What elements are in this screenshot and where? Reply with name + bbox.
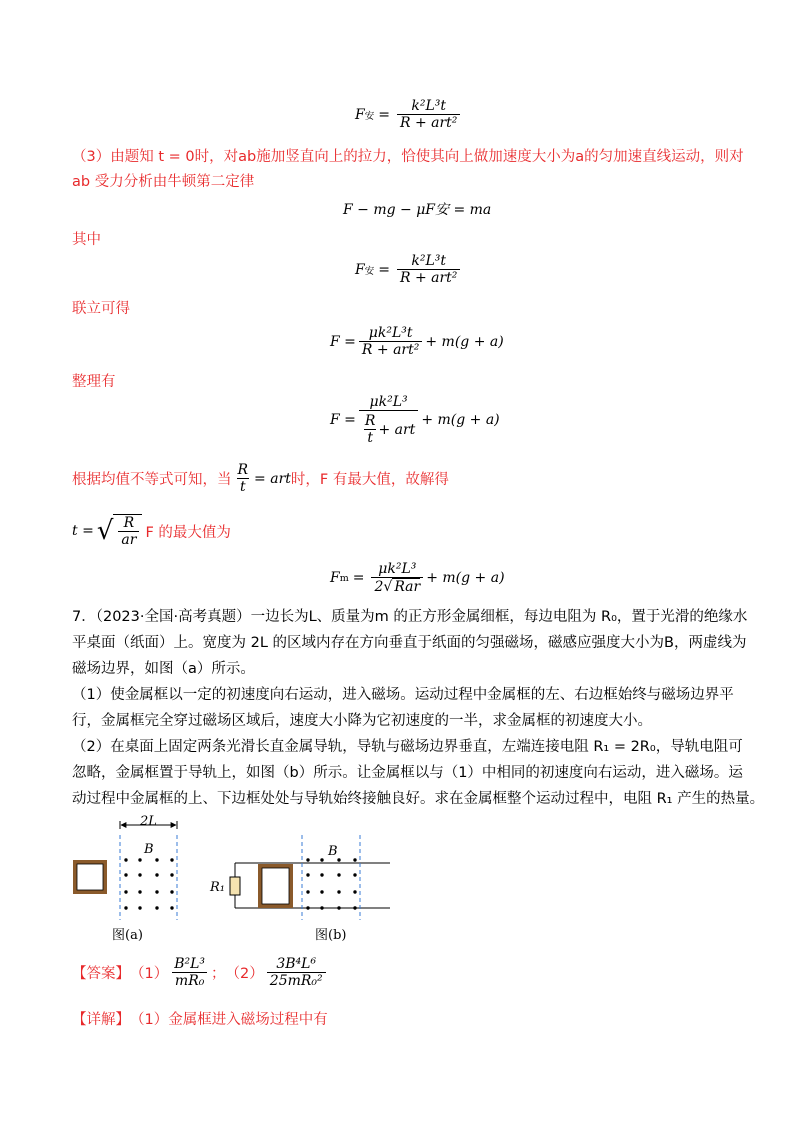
problem7-line4: （1）使金属框以一定的初速度向右运动，进入磁场。运动过程中金属框的左、右边框始终与磁场边界平 — [72, 687, 734, 703]
metal-frame-a — [75, 862, 105, 892]
caption-b: 图(b) — [315, 928, 347, 943]
equation-newton: F − mg − μF安 = ma — [343, 202, 492, 218]
field-label-b-a: B — [144, 842, 154, 857]
metal-frame-b — [260, 866, 291, 906]
equation-ampere-force: F 安 = $\frac{\text{k²L³t}}{\text{R + art²}}$ — [355, 98, 463, 132]
problem7-line2: 平桌面（纸面）上。宽度为 2L 的区域内存在方向垂直于纸面的匀强磁场，磁感应强度大小为B，两虚线为 — [72, 635, 747, 651]
part3-line1: （3）由题知 t = 0时，对ab施加竖直向上的拉力，恰使其向上做加速度大小为a的匀加速直线运动，则对 — [72, 149, 744, 165]
resistor-r1 — [230, 877, 240, 895]
field-dots-b — [306, 858, 356, 909]
problem7-line6: （2）在桌面上固定两条光滑长直金属导轨，导轨与磁场边界垂直，左端连接电阻 R₁ = 2R₀，导轨电阻可 — [72, 739, 743, 755]
figure-b — [209, 835, 390, 943]
answer-line: 【答案】 （1） $\frac{\text{B²L³}}{\text{mR₀}}$ ； （2） $\frac{\text{3B⁴L⁶}}{\text{25mR₀²}}$ — [72, 956, 329, 990]
problem7-line5: 行，金属框完全穿过磁场区域后，速度大小降为它初速度的一半，求金属框的初速度大小。 — [72, 713, 652, 729]
field-label-b-b: B — [328, 844, 338, 859]
equation-force-max: F m = μk²L³ 2 √ Rar + m(g + a) — [330, 561, 505, 596]
equation-force-rearranged: F = μk²L³ $\frac{R}{t}$ + art + m(g + a) — [330, 394, 500, 447]
caption-a: 图(a) — [112, 928, 143, 943]
equation-ampere-force-2: F 安 = $\frac{\text{k²L³t}}{\text{R + art²}}$ — [355, 253, 463, 287]
label-qizhong: 其中 — [72, 232, 101, 248]
problem7-line7: 忽略，金属框置于导轨上，如图（b）所示。让金属框以与（1）中相同的初速度向右运动，进入磁场。运 — [72, 765, 743, 781]
detail-line: 【详解】 （1）金属框进入磁场过程中有 — [72, 1006, 328, 1034]
field-dots-a — [124, 858, 173, 909]
resistor-label: R₁ — [210, 880, 225, 895]
figure-magnetic-field — [60, 815, 400, 950]
problem7-line3: 磁场边界，如图（a）所示。 — [72, 661, 255, 677]
inequality-line: 根据均值不等式可知，当 $\frac{R}{t}$ = art 时，F 有最大值，故解得 — [72, 462, 449, 496]
equation-force-combined: F = $\frac{\text{μk²L³t}}{\text{R + art²}}$ + m(g + a) — [330, 325, 504, 359]
problem7-line1: 7．（2023·全国·高考真题）一边长为L、质量为m 的正方形金属细框，每边电阻为 R₀，置于光滑的绝缘水 — [72, 609, 748, 625]
width-label-2L: 2L — [140, 815, 157, 829]
part3-line2: ab 受力分析由牛顿第二定律 — [72, 174, 255, 190]
t-solution-line: t = √ $\frac{R}{ar}$ F 的最大值为 — [72, 515, 231, 549]
detail-tag: 【详解】 — [72, 1012, 130, 1028]
figure-a — [75, 815, 177, 943]
label-lianli: 联立可得 — [72, 301, 130, 317]
answer-tag: 【答案】 — [72, 966, 130, 983]
label-zhengli: 整理有 — [72, 374, 116, 390]
problem7-line8: 动过程中金属框的上、下边框处处与导轨始终接触良好。求在金属框整个运动过程中，电阻 R₁ 产生的热量。 — [72, 791, 765, 807]
